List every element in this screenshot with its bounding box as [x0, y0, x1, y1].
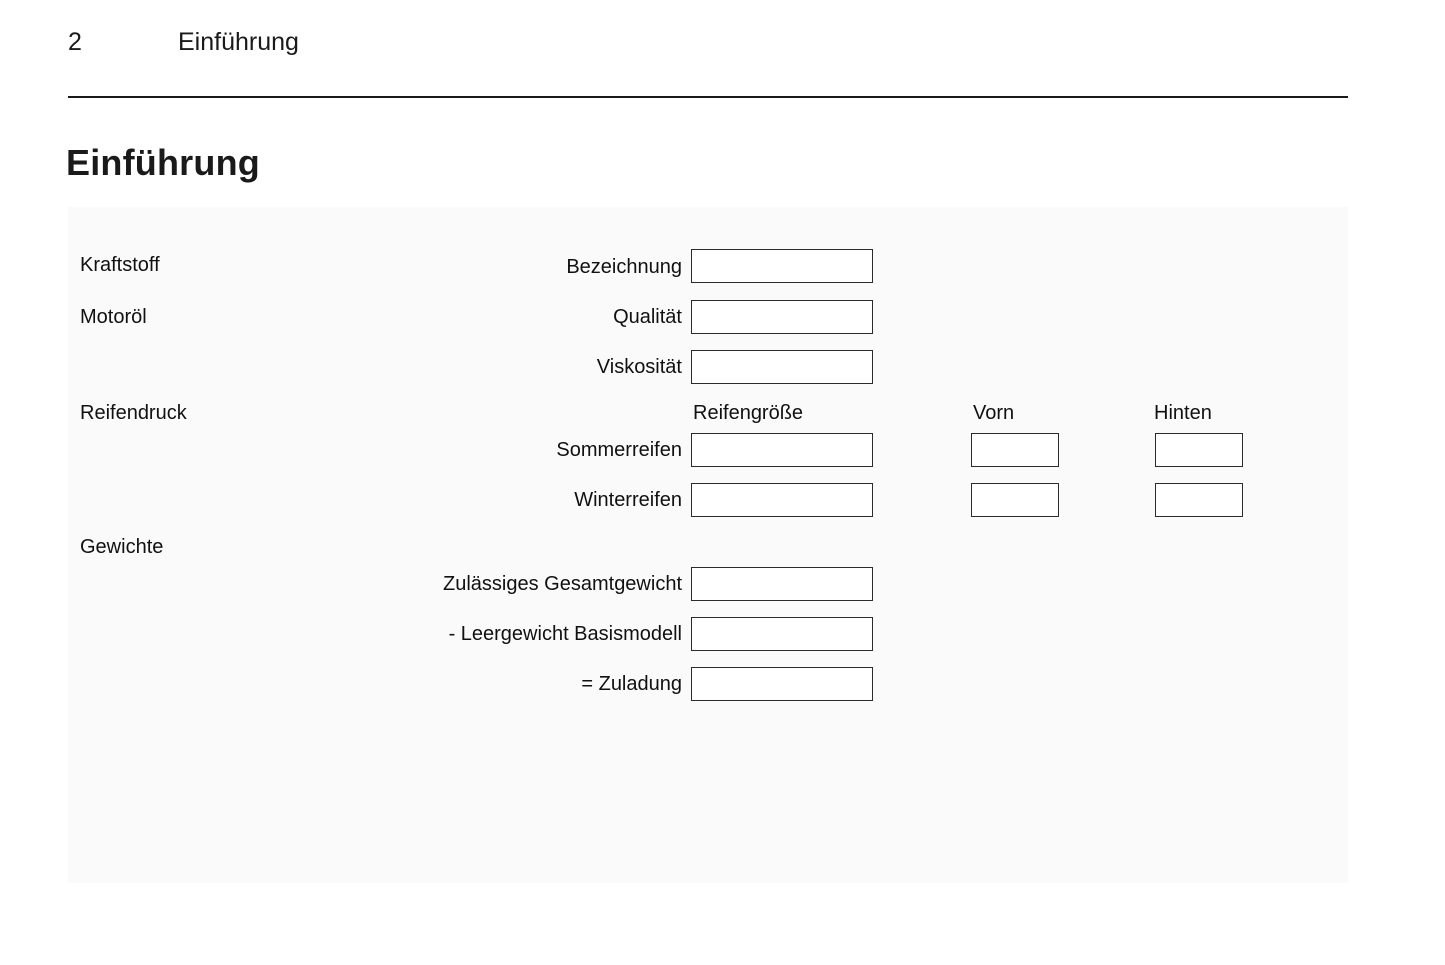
viskositaet-input[interactable] [692, 351, 872, 383]
winterreifen-size-input[interactable] [692, 484, 872, 516]
header-title: Einführung [178, 28, 299, 56]
field-input-bezeichnung[interactable] [691, 249, 873, 283]
section-label-motoroel: Motoröl [80, 306, 147, 328]
field-input-viskositaet[interactable] [691, 350, 873, 384]
winterreifen-front-input[interactable] [972, 484, 1058, 516]
column-header-reifengroesse: Reifengröße [693, 402, 804, 424]
vehicle-data-form [68, 207, 1348, 883]
page-title: Einführung [66, 142, 260, 184]
field-label-viskositaet: Viskosität [596, 356, 682, 378]
row-label-winterreifen: Winterreifen [574, 489, 682, 511]
sommerreifen-rear-input-box[interactable] [1155, 433, 1243, 467]
sommerreifen-front-input-box[interactable] [971, 433, 1059, 467]
zulaessiges-gesamtgewicht-input[interactable] [692, 568, 872, 600]
section-label-gewichte: Gewichte [80, 536, 164, 558]
field-label-qualitaet: Qualität [613, 306, 682, 328]
section-label-reifendruck: Reifendruck [80, 402, 187, 424]
field-input-zuladung[interactable] [691, 667, 873, 701]
qualitaet-input[interactable] [692, 301, 872, 333]
section-label-kraftstoff: Kraftstoff [80, 254, 160, 276]
winterreifen-rear-input[interactable] [1156, 484, 1242, 516]
page-header [68, 30, 1348, 55]
header-divider [68, 96, 1348, 98]
field-input-zulaessiges-gesamtgewicht[interactable] [691, 567, 873, 601]
leergewicht-basismodell-input[interactable] [692, 618, 872, 650]
field-label-bezeichnung: Bezeichnung [566, 256, 682, 278]
row-label-sommerreifen: Sommerreifen [556, 439, 682, 461]
field-label-leergewicht-basismodell: - Leergewicht Basismodell [448, 623, 682, 645]
winterreifen-rear-input-box[interactable] [1155, 483, 1243, 517]
winterreifen-size-input-box[interactable] [691, 483, 873, 517]
field-input-qualitaet[interactable] [691, 300, 873, 334]
sommerreifen-size-input-box[interactable] [691, 433, 873, 467]
zuladung-input[interactable] [692, 668, 872, 700]
sommerreifen-size-input[interactable] [692, 434, 872, 466]
winterreifen-front-input-box[interactable] [971, 483, 1059, 517]
column-header-vorn: Vorn [973, 402, 1015, 424]
field-input-leergewicht-basismodell[interactable] [691, 617, 873, 651]
sommerreifen-front-input[interactable] [972, 434, 1058, 466]
page-number: 2 [68, 28, 82, 56]
bezeichnung-input[interactable] [692, 250, 872, 282]
field-label-zuladung: = Zuladung [581, 673, 682, 695]
field-label-zulaessiges-gesamtgewicht: Zulässiges Gesamtgewicht [443, 573, 682, 595]
column-header-hinten: Hinten [1154, 402, 1212, 424]
sommerreifen-rear-input[interactable] [1156, 434, 1242, 466]
